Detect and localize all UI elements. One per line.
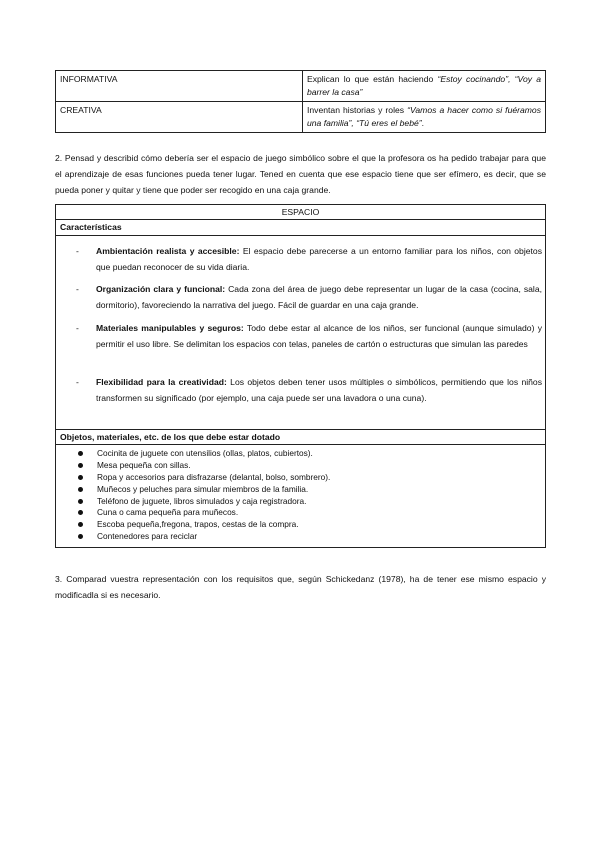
question-2: 2. Pensad y describid cómo debería ser el espacio de juego simbólico sobre el que la profesora os ha pedido trabajar para que el aprendizaje de esas funciones pueda tener lugar. Tened en cuenta que ese espacio tiene que ser efímero, es decir, que se pueda poner y quitar y tiene que poder ser recogido en una caja grande.: [55, 153, 546, 195]
feature-title: Ambientación realista y accesible:: [96, 246, 240, 256]
dash-bullet: -: [76, 284, 79, 294]
description-text: Inventan historias y roles: [307, 105, 408, 115]
feature-description: El espacio debe parecerse a un entorno familiar para los niños, con objetos que puedan reconocer de su vida diaria.: [96, 246, 542, 272]
feature-text: [96, 282, 542, 313]
feature-title: Materiales manipulables y seguros:: [96, 323, 244, 333]
bullet-icon: [78, 499, 83, 504]
dash-bullet: -: [76, 377, 79, 387]
characteristics-list: [56, 236, 545, 430]
feature-description: Los objetos deben tener usos múltiples o simbólicos, permitiendo que los niños transformen su significado (por ejemplo, una caja puede ser una lavadora o una cuna).: [96, 377, 543, 403]
space-table: [55, 204, 546, 548]
description-example: “Vamos a hacer como si fuéramos una familia”, “Tú eres el bebé”: [307, 105, 542, 128]
objects-list: [56, 445, 545, 542]
bullet-icon: [78, 510, 83, 515]
feature-description: Todo debe estar al alcance de los niños, ser funcional (aunque simulado) y permitir el uso libre. Se delimitan los espacios con telas, paneles de cartón o estructuras que simulan las paredes: [96, 323, 542, 349]
space-header: ESPACIO: [56, 205, 545, 220]
feature-title: Flexibilidad para la creatividad:: [96, 377, 227, 387]
function-type-cell: CREATIVA: [56, 102, 303, 133]
list-item: [56, 471, 545, 483]
bullet-icon: [78, 451, 83, 456]
object-text: Cuna o cama pequeña para muñecos.: [97, 507, 239, 518]
object-text: Cocinita de juguete con utensilios (ollas, platos, cubiertos).: [97, 448, 313, 458]
feature-text: [96, 375, 542, 406]
bullet-icon: [78, 534, 83, 539]
list-item: [56, 495, 545, 507]
bullet-icon: [78, 487, 83, 492]
functions-table: [55, 70, 546, 133]
object-text: Mesa pequeña con sillas.: [97, 459, 191, 470]
object-text: Ropa y accesorios para disfrazarse (delantal, bolso, sombrero).: [97, 471, 331, 482]
question-3: 3. Comparad vuestra representación con los requisitos que, según Schickedanz (1978), ha de tener ese mismo espacio y modificadla si es necesario.: [55, 574, 546, 600]
function-description-cell: [303, 102, 546, 133]
description-end: .: [421, 118, 425, 128]
object-text: Escoba pequeña,fregona, trapos, cestas de la compra.: [97, 519, 299, 530]
feature-title: Organización clara y funcional:: [96, 284, 226, 294]
dash-bullet: -: [76, 323, 79, 333]
bullet-icon: [78, 522, 83, 527]
bullet-icon: [78, 475, 83, 480]
object-text: Contenedores para reciclar: [97, 531, 198, 542]
list-item: [56, 459, 545, 471]
function-description-cell: [303, 71, 546, 102]
objects-label: Objetos, materiales, etc. de los que debe estar dotado: [56, 430, 545, 445]
object-text: Muñecos y peluches para simular miembros de la familia.: [97, 483, 309, 494]
bullet-icon: [78, 463, 83, 468]
characteristics-label: Características: [56, 220, 545, 236]
list-item: [56, 447, 545, 459]
feature-description: Cada zona del área de juego debe representar un lugar de la casa (cocina, sala, dormitorio), favoreciendo la narrativa del juego. Fácil de guardar en una caja grande.: [96, 284, 542, 310]
table-row: [56, 71, 546, 102]
list-item: [56, 483, 545, 495]
feature-text: [96, 321, 542, 352]
description-example: “Estoy cocinando”, “Voy a barrer la casa”: [307, 74, 542, 97]
list-item: [56, 518, 545, 530]
function-type-cell: INFORMATIVA: [56, 71, 303, 102]
table-row: [56, 102, 546, 133]
object-text: Teléfono de juguete, libros simulados y caja registradora.: [97, 495, 307, 506]
dash-bullet: -: [76, 246, 79, 256]
list-item: [56, 506, 545, 518]
feature-text: [96, 244, 542, 275]
list-item: [56, 530, 545, 542]
description-text: Explican lo que están haciendo: [307, 74, 438, 84]
